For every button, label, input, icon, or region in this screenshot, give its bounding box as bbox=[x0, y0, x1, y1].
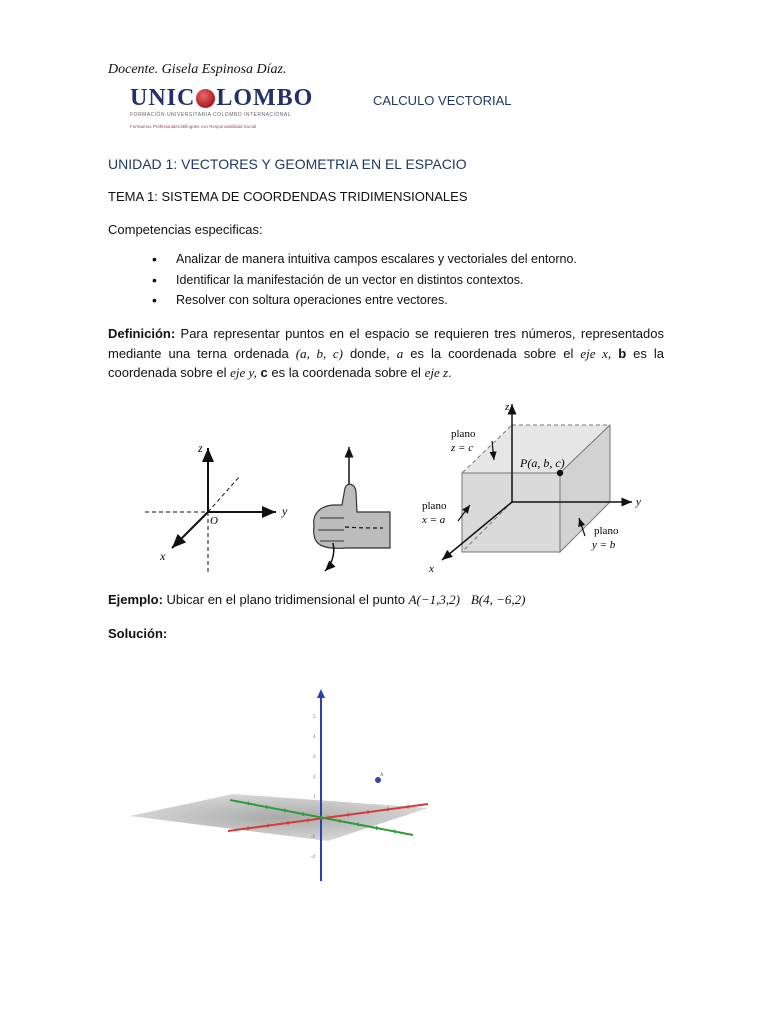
definition-paragraph bbox=[108, 324, 664, 383]
example-text: Ubicar en el plano tridimensional el punto bbox=[162, 592, 409, 607]
x-axis-label: x bbox=[160, 549, 166, 563]
plane-left-label: plano bbox=[422, 500, 447, 512]
box-z-label: z bbox=[505, 401, 510, 413]
list-item: • Resolver con soltura operaciones entre vectores. bbox=[152, 293, 577, 314]
definition-label: Definición: bbox=[108, 326, 176, 341]
definition-text: es la coordenada sobre el bbox=[403, 345, 581, 361]
var-c: c bbox=[260, 365, 268, 380]
plane-top-label: plano bbox=[451, 428, 476, 440]
plane-top-eq: z = c bbox=[451, 442, 474, 454]
unit-title: UNIDAD 1: VECTORES Y GEOMETRIA EN EL ESPACIO bbox=[108, 156, 467, 172]
eje-z: eje z bbox=[424, 365, 449, 380]
z-tick-label: 5 bbox=[313, 715, 316, 720]
z-tick-label: -2 bbox=[311, 855, 316, 860]
unicolombo-logo bbox=[130, 86, 320, 136]
teacher-name: Docente. Gisela Espinosa Díaz. bbox=[108, 62, 287, 77]
logo-name-part1: UNIC bbox=[130, 85, 196, 111]
axes-figure bbox=[145, 441, 288, 575]
z-axis-arrow bbox=[317, 689, 325, 698]
eje-y: eje y, bbox=[230, 365, 257, 380]
3d-graph bbox=[128, 676, 438, 916]
z-tick-label: 2 bbox=[313, 775, 316, 780]
box-y-label: y bbox=[636, 496, 641, 508]
globe-icon bbox=[196, 89, 215, 108]
logo-name-part2: LOMBO bbox=[216, 85, 314, 111]
point-p-label: P(a, b, c) bbox=[520, 456, 565, 470]
right-hand-illustration bbox=[314, 447, 390, 571]
plane-right-eq: y = b bbox=[592, 539, 616, 551]
z-tick-label: 1 bbox=[313, 795, 316, 800]
var-b: b bbox=[618, 345, 627, 361]
definition-text: Para representar puntos en el espacio se requieren tres números, representados mediante una terna ordenada bbox=[108, 326, 664, 361]
solution-label: Solución: bbox=[108, 626, 168, 641]
z-tick-label: 4 bbox=[313, 735, 316, 740]
plane-right-label: plano bbox=[594, 525, 619, 537]
z-tick-label: 3 bbox=[313, 755, 316, 760]
coordinate-box-figure bbox=[421, 401, 641, 575]
list-item: • Identificar la manifestación de un vector en distintos contextos. bbox=[152, 273, 577, 294]
topic-title: TEMA 1: SISTEMA DE COORDENDAS TRIDIMENSIONALES bbox=[108, 189, 468, 204]
z-tick-label: -1 bbox=[311, 835, 316, 840]
origin-label: O bbox=[210, 515, 218, 527]
list-item: • Analizar de manera intuitiva campos escalares y vectoriales del entorno. bbox=[152, 252, 577, 273]
logo-motto: Formamos Profesionales Bilingües con Responsabilidad Social bbox=[130, 124, 257, 129]
course-title: CALCULO VECTORIAL bbox=[373, 93, 512, 108]
coordinate-figures bbox=[0, 390, 768, 585]
point-b: B(4, −6,2) bbox=[470, 592, 526, 607]
example-label: Ejemplo: bbox=[108, 592, 163, 607]
y-axis-label: y bbox=[282, 504, 288, 518]
definition-text: donde, bbox=[342, 345, 397, 361]
ordered-triple: (a, b, c) bbox=[295, 345, 343, 361]
example-paragraph bbox=[108, 592, 525, 608]
xy-plane bbox=[130, 794, 428, 841]
plane-left-eq: x = a bbox=[422, 514, 446, 526]
definition-text: . bbox=[448, 365, 452, 380]
point-a: A(−1,3,2) bbox=[408, 592, 460, 607]
point-a-graph-label: A bbox=[380, 773, 384, 778]
var-a: a bbox=[396, 345, 404, 361]
logo-subtitle: FORMACIÓN UNIVERSITARIA COLOMBO INTERNACIONAL bbox=[130, 112, 292, 118]
definition-text: es la coordenada sobre el bbox=[108, 345, 664, 380]
competencies-list bbox=[152, 252, 577, 314]
definition-text: es la coordenada sobre el bbox=[267, 365, 425, 380]
eje-x: eje x, bbox=[580, 345, 612, 361]
box-x-label: x bbox=[429, 563, 434, 575]
competencies-heading: Competencias especificas: bbox=[108, 222, 263, 237]
z-axis-label: z bbox=[198, 441, 203, 455]
